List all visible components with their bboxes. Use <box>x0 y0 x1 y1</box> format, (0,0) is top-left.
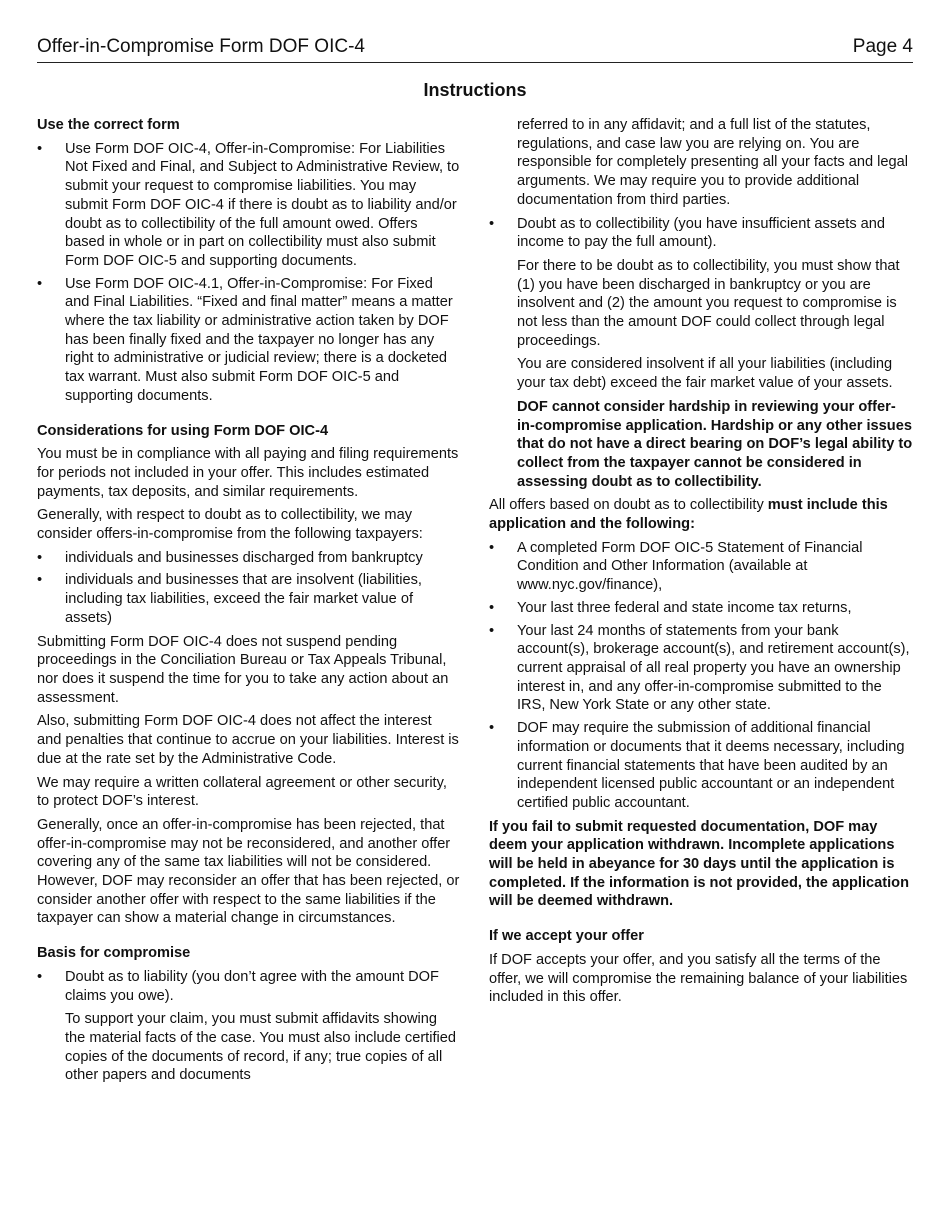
withdrawal-notice: If you fail to submit requested documentation, DOF may deem your application withdrawn. Incomplete applications will be held in abeyance for 30 days until the application is completed. If the information is not provided, the application will be deemed withdrawn. <box>489 818 909 910</box>
left-column <box>37 116 460 1090</box>
paragraph: You must be in compliance with all paying and filing requirements for periods not included in your offer. This includes estimated payments, tax deposits, and similar requirements. <box>37 446 459 500</box>
requirements-list <box>489 539 913 813</box>
offers-intro: All offers based on doubt as to collectibility <box>489 497 768 514</box>
paragraph: Generally, once an offer-in-compromise has been rejected, that offer-in-compromise may not be reconsidered, and another offer covering any of the same tax liabilities will not be considered. However, DOF may reconsider an offer that has been rejected, or consider another offer with respect to the same liabilities if the taxpayer can show a material change in circumstances. <box>37 816 460 927</box>
paragraph: Submitting Form DOF OIC-4 does not suspend pending proceedings in the Conciliation Bureau or Tax Appeals Tribunal, nor does it suspend the time for you to take any action about an assessment. <box>37 633 449 706</box>
list-item: • Your last three federal and state income tax returns, <box>489 599 913 618</box>
paragraph: If DOF accepts your offer, and you satisfy all the terms of the offer, we will compromise the remaining balance of your liabilities included in this offer. <box>489 951 908 1006</box>
offers-intro-bold: must include this application and the following: <box>489 497 888 533</box>
paragraph: You are considered insolvent if all your liabilities (including your tax debt) exceed the fair market value of your assets. <box>517 356 893 392</box>
paragraph: For there to be doubt as to collectibility, you must show that (1) you have been discharged in bankruptcy or you are insolvent and (2) the amount you request to compromise is not less than the amount DOF could collect through legal proceedings. <box>517 257 900 349</box>
paragraph <box>489 496 913 533</box>
paragraph: referred to in any affidavit; and a full list of the statutes, regulations, and case law you are relying on. You are responsible for completely presenting all your facts and legal arguments. We may require you to provide additional documentation from third parties. <box>517 117 909 208</box>
list-item: • DOF may require the submission of additional financial information or documents that it deems necessary, including current financial statements that have been audited by an independent licensed public accountant or an independent certified public accountant. <box>489 719 913 813</box>
paragraph: Also, submitting Form DOF OIC-4 does not affect the interest and penalties that continue to accrue on your liabilities. Interest is due at the rate set by the Administrative Code. <box>37 713 459 767</box>
page-number: Page 4 <box>852 36 913 57</box>
list-item: • Use Form DOF OIC-4.1, Offer-in-Compromise: For Fixed and Final Liabilities. “Fixed and final matter” means a matter where the tax liability or administrative action taken by DOF has been finally fixed and the taxpayer no longer has any right to administrative or judicial review; there is a docketed tax warrant. Must also submit Form DOF OIC-5 and supporting documents. <box>37 275 460 406</box>
section-heading: Considerations for using Form DOF OIC-4 <box>37 422 329 439</box>
bullet-text: Doubt as to collectibility (you have insufficient assets and income to pay the full amount). <box>517 215 886 251</box>
list-item: • Your last 24 months of statements from your bank account(s), brokerage account(s), and retirement account(s), current appraisal of all real property you have an ownership interest in, and any offer-in-compromise submitted to the IRS, New York State or any other state. <box>489 622 913 716</box>
section-heading: Basis for compromise <box>37 945 191 962</box>
list-item: • Use Form DOF OIC-4, Offer-in-Compromise: For Liabilities Not Fixed and Final, and Subject to Administrative Review, to submit your request to compromise liabilities. You may submit Form DOF OIC-4 if there is doubt as to liability and/or doubt as to collectibility of the full amount owed. Offers based in whole or in part on collectibility must also submit Form DOF OIC-5 and supporting documents. <box>37 140 460 271</box>
bullet-text: Doubt as to liability (you don’t agree with the amount DOF claims you owe). <box>65 968 439 1004</box>
section-heading: Use the correct form <box>37 117 180 133</box>
instructions-title: Instructions <box>423 80 527 100</box>
list-item <box>489 215 913 492</box>
list-item: • individuals and businesses discharged from bankruptcy <box>37 549 460 568</box>
page-header <box>37 36 913 63</box>
basis-list <box>37 968 460 1085</box>
list-item: • individuals and businesses that are insolvent (liabilities, including tax liabilities, exceed the fair market value of assets) <box>37 571 460 627</box>
list-item <box>37 968 460 1085</box>
form-choice-list <box>37 140 460 406</box>
paragraph: Generally, with respect to doubt as to collectibility, we may consider offers-in-compromise from the following taxpayers: <box>37 507 423 543</box>
paragraph: To support your claim, you must submit affidavits showing the material facts of the case. You must also include certified copies of the documents of record, if any; true copies of all other papers and documents <box>65 1011 457 1084</box>
form-title: Offer-in-Compromise Form DOF OIC-4 <box>37 36 365 57</box>
hardship-notice: DOF cannot consider hardship in reviewing your offer-in-compromise application. Hardship or any other issues that do not have a direct bearing on DOF’s legal ability to collect from the taxpayer cannot be considered in assessing doubt as to collectibility. <box>517 398 913 490</box>
section-heading: If we accept your offer <box>489 928 644 945</box>
basis-list-continued <box>489 215 913 492</box>
taxpayer-list <box>37 549 460 628</box>
paragraph: We may require a written collateral agreement or other security, to protect DOF’s interest. <box>37 774 447 810</box>
right-column <box>489 116 913 1012</box>
list-item: • A completed Form DOF OIC-5 Statement of Financial Condition and Other Information (available at www.nyc.gov/finance), <box>489 539 913 595</box>
